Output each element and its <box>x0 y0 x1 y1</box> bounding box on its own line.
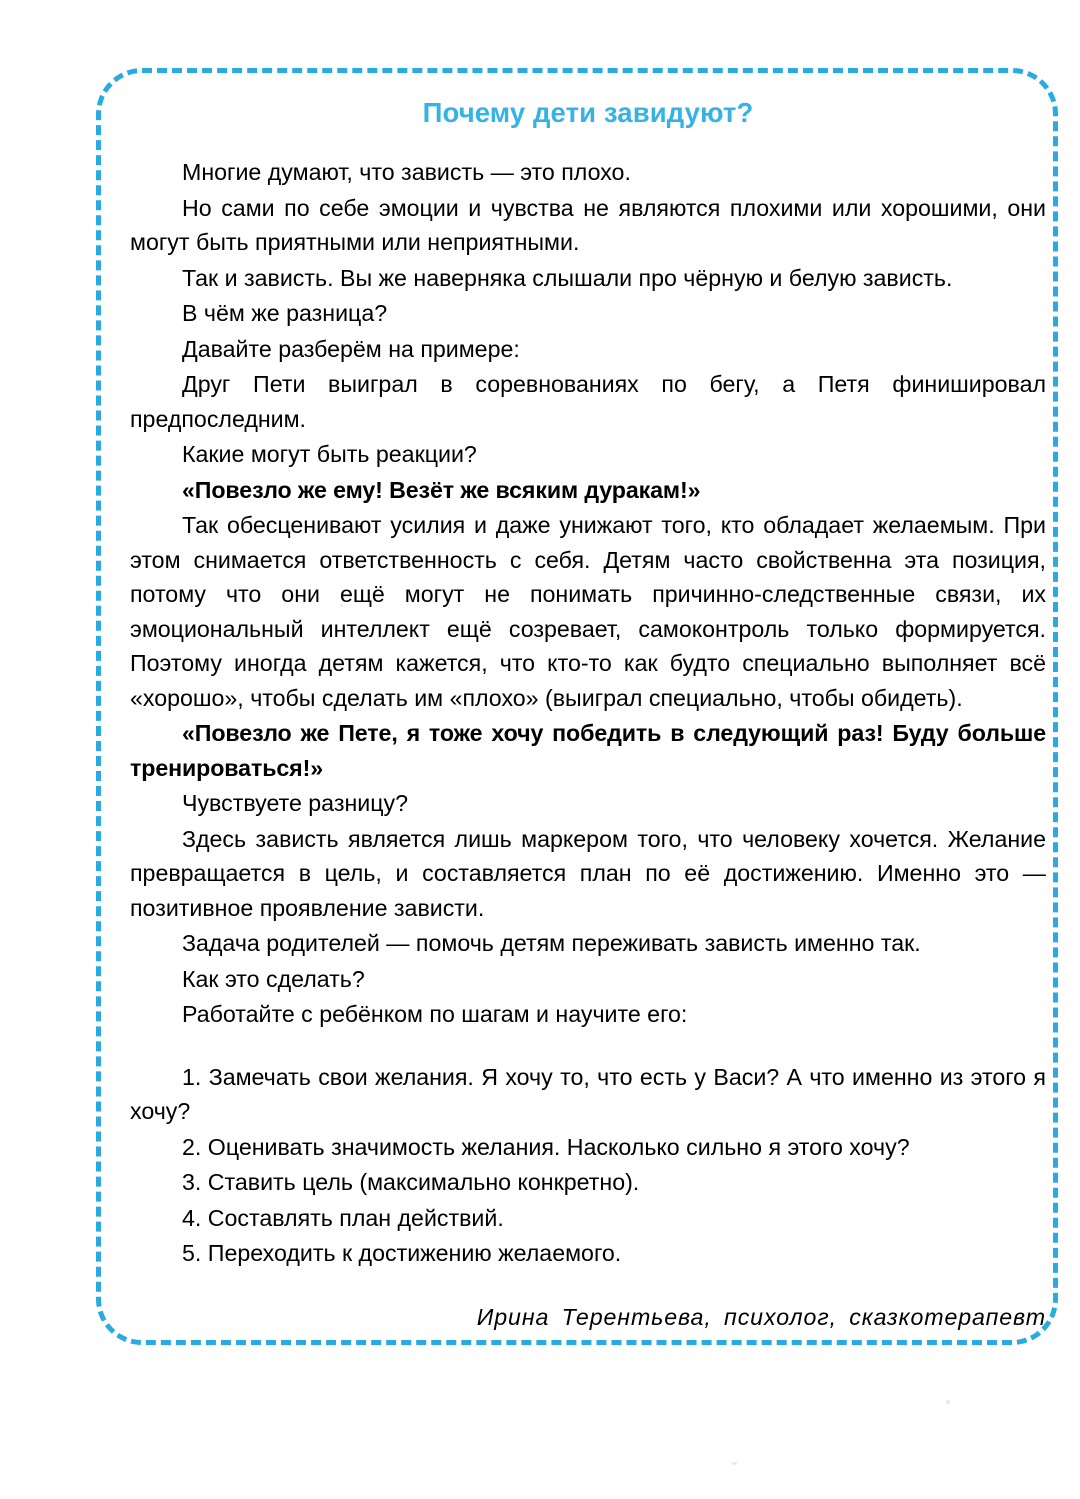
paragraph-2: Но сами по себе эмоции и чувства не являются плохими или хорошими, они могут быть приятными или неприятными. <box>130 194 1046 255</box>
scan-speckle <box>732 1462 737 1465</box>
paragraph-3: Так и зависть. Вы же наверняка слышали про чёрную и белую зависть. <box>182 264 953 291</box>
step-item-2: 2. Оценивать значимость желания. Насколько сильно я этого хочу? <box>182 1133 910 1160</box>
paragraph-4: В чём же разница? <box>182 300 388 326</box>
article-content <box>130 96 1046 1357</box>
quote-positive-reaction: «Повезло же Пете, я тоже хочу победить в следующий раз! Буду больше тренироваться!» <box>130 720 1046 781</box>
paragraph-12: Здесь зависть является лишь маркером того, что человеку хочется. Желание превращается в цель, и составляется план по её достижению. Именно это — позитивное проявление зависти. <box>130 825 1046 921</box>
paragraph-1: Многие думают, что зависть — это плохо. <box>182 159 631 185</box>
step-item-1: 1. Замечать свои желания. Я хочу то, что есть у Васи? А что именно из этого я хочу? <box>130 1063 1046 1124</box>
paragraph-6: Друг Пети выиграл в соревнованиях по бегу, а Петя финишировал предпоследним. <box>130 371 1046 432</box>
paragraph-14: Как это сделать? <box>182 965 365 992</box>
step-item-5: 5. Переходить к достижению желаемого. <box>182 1240 622 1266</box>
step-item-3: 3. Ставить цель (максимально конкретно). <box>182 1169 640 1195</box>
paragraph-11: Чувствуете разницу? <box>182 790 408 816</box>
paragraph-13: Задача родителей — помочь детям переживать зависть именно так. <box>182 930 921 956</box>
author-signature: Ирина Терентьева, психолог, сказкотерапевт <box>476 1303 1046 1330</box>
paragraph-7: Какие могут быть реакции? <box>182 441 477 467</box>
step-item-4: 4. Составлять план действий. <box>182 1204 504 1231</box>
paragraph-15: Работайте с ребёнком по шагам и научите его: <box>182 1001 688 1027</box>
paragraph-9: Так обесценивают усилия и даже унижают того, кто обладает желаемым. При этом снимается ответственность с себя. Детям часто свойственна эта позиция, потому что они ещё могут не понимать причинно-следственные связи, их эмоциональный интеллект ещё созревает, самоконтроль только формируется. Поэтому иногда детям кажется, что кто-то как будто специально выполняет всё «хорошо», чтобы сделать им «плохо» (выиграл специально, чтобы обидеть). <box>130 512 1046 711</box>
scan-speckle <box>946 1400 950 1404</box>
quote-negative-reaction: «Повезло же ему! Везёт же всяким дуракам!» <box>182 476 701 503</box>
page-title: Почему дети завидуют? <box>422 97 754 128</box>
paragraph-5: Давайте разберём на примере: <box>182 335 520 362</box>
